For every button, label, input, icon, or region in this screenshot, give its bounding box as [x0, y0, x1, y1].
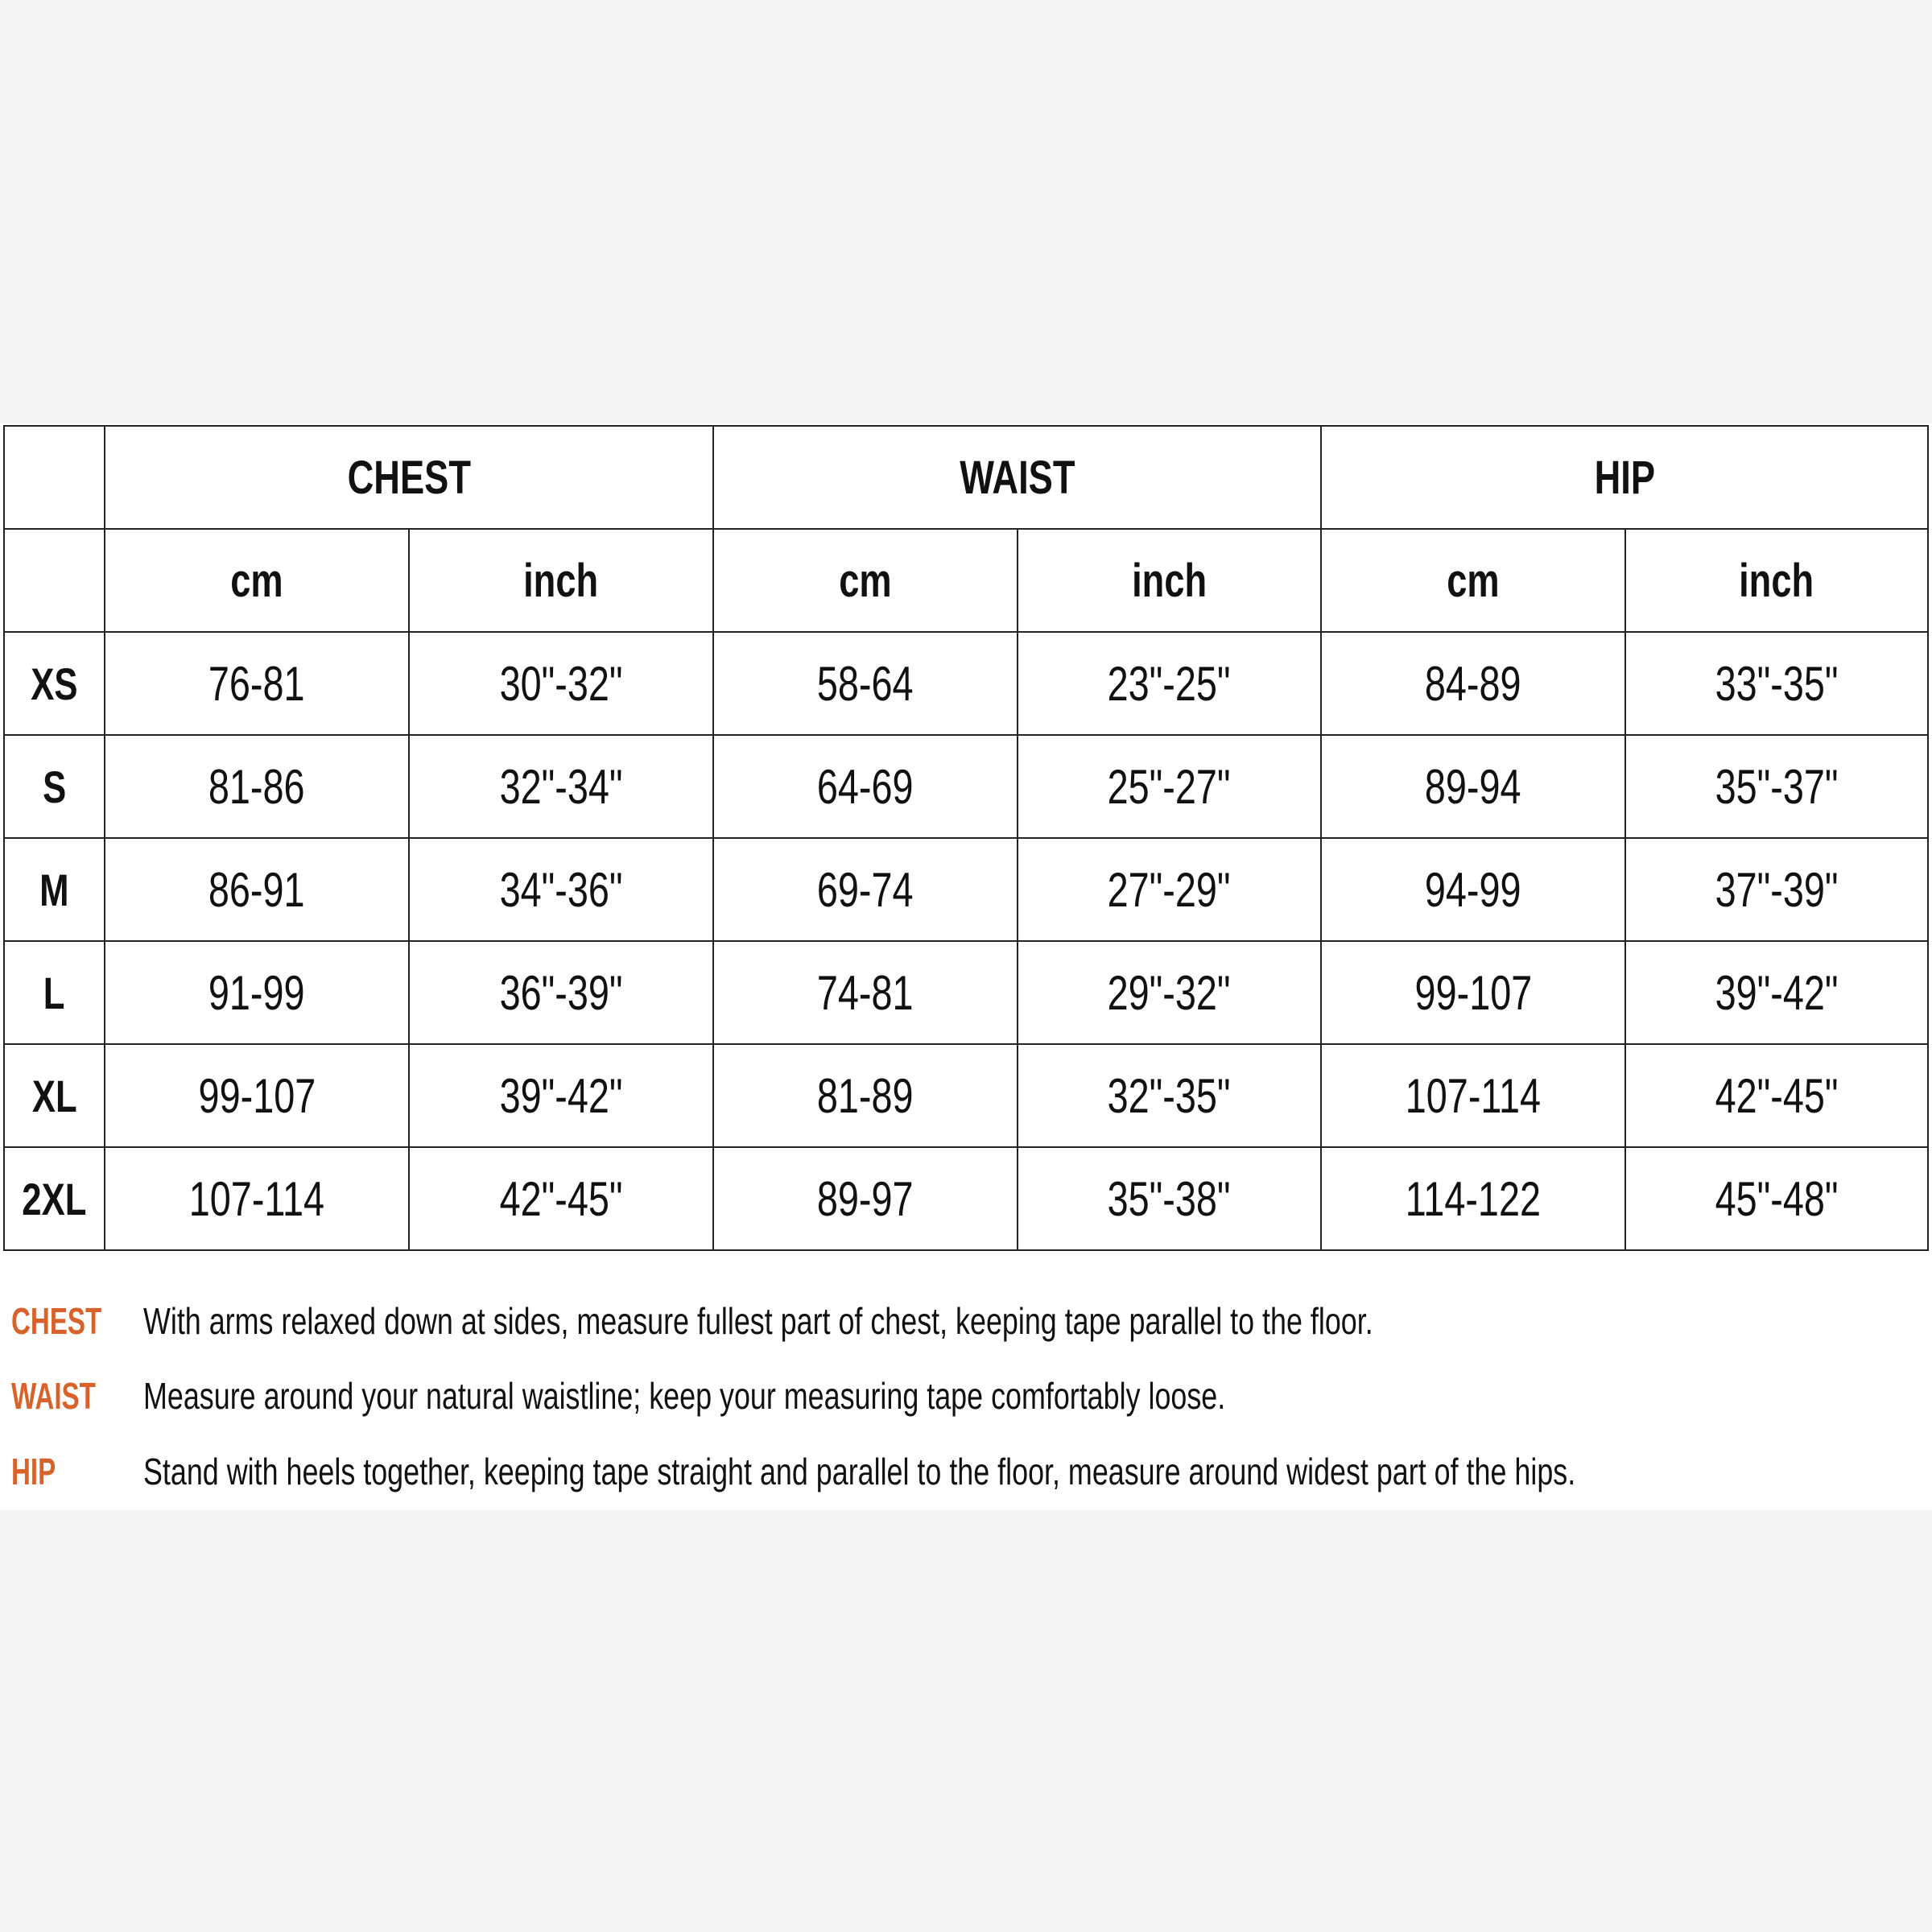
- group-header-chest: CHEST: [105, 426, 713, 529]
- measurement-cell: 35"-38": [1018, 1147, 1321, 1250]
- measurement-cell: 107-114: [1321, 1044, 1625, 1147]
- table-row: [4, 941, 1928, 1044]
- table-row: [4, 838, 1928, 941]
- measurement-cell: 81-86: [105, 735, 409, 838]
- measurement-cell: 114-122: [1321, 1147, 1625, 1250]
- measurement-cell: 45"-48": [1625, 1147, 1928, 1250]
- unit-header: cm: [1321, 529, 1625, 632]
- unit-header: inch: [1625, 529, 1928, 632]
- measurement-cell: 58-64: [713, 632, 1018, 735]
- corner-cell: [4, 426, 105, 529]
- table-row: [4, 1147, 1928, 1250]
- measurement-cell: 64-69: [713, 735, 1018, 838]
- measurement-cell: 74-81: [713, 941, 1018, 1044]
- measurement-cell: 39"-42": [1625, 941, 1928, 1044]
- measurement-cell: 29"-32": [1018, 941, 1321, 1044]
- unit-header: cm: [713, 529, 1018, 632]
- measurement-cell: 35"-37": [1625, 735, 1928, 838]
- unit-header-row: [4, 529, 1928, 632]
- measurement-cell: 42"-45": [1625, 1044, 1928, 1147]
- table-row: [4, 735, 1928, 838]
- measurement-cell: 23"-25": [1018, 632, 1321, 735]
- measurement-cell: 32"-35": [1018, 1044, 1321, 1147]
- group-header-hip: HIP: [1321, 426, 1928, 529]
- table-row: [4, 1044, 1928, 1147]
- measurement-cell: 34"-36": [409, 838, 713, 941]
- measurement-cell: 89-94: [1321, 735, 1625, 838]
- size-label: XL: [4, 1044, 105, 1147]
- size-label: 2XL: [4, 1147, 105, 1250]
- measurement-cell: 99-107: [105, 1044, 409, 1147]
- note-text: With arms relaxed down at sides, measure fullest part of chest, keeping tape parallel to the floor.: [143, 1300, 1373, 1342]
- measurement-cell: 33"-35": [1625, 632, 1928, 735]
- group-header-waist: WAIST: [713, 426, 1321, 529]
- group-header-row: [4, 426, 1928, 529]
- measurement-cell: 25"-27": [1018, 735, 1321, 838]
- measurement-cell: 91-99: [105, 941, 409, 1044]
- measurement-cell: 36"-39": [409, 941, 713, 1044]
- measurement-cell: 76-81: [105, 632, 409, 735]
- measurement-cell: 32"-34": [409, 735, 713, 838]
- measurement-cell: 86-91: [105, 838, 409, 941]
- note-label: CHEST: [11, 1300, 102, 1342]
- size-chart-table: [3, 425, 1929, 1251]
- measurement-cell: 69-74: [713, 838, 1018, 941]
- measurement-cell: 89-97: [713, 1147, 1018, 1250]
- measurement-cell: 94-99: [1321, 838, 1625, 941]
- measurement-cell: 37"-39": [1625, 838, 1928, 941]
- unit-header: cm: [105, 529, 409, 632]
- size-label: M: [4, 838, 105, 941]
- size-label: L: [4, 941, 105, 1044]
- note-label: WAIST: [11, 1375, 96, 1417]
- measurement-cell: 27"-29": [1018, 838, 1321, 941]
- unit-header: inch: [1018, 529, 1321, 632]
- note-text: Measure around your natural waistline; keep your measuring tape comfortably loose.: [143, 1375, 1226, 1417]
- measurement-cell: 42"-45": [409, 1147, 713, 1250]
- table-row: [4, 632, 1928, 735]
- measurement-cell: 30"-32": [409, 632, 713, 735]
- size-label: XS: [4, 632, 105, 735]
- measurement-cell: 84-89: [1321, 632, 1625, 735]
- note-text: Stand with heels together, keeping tape straight and parallel to the floor, measure around widest part of the hips.: [143, 1451, 1576, 1492]
- unit-header: inch: [409, 529, 713, 632]
- corner-cell: [4, 529, 105, 632]
- size-label: S: [4, 735, 105, 838]
- measurement-cell: 107-114: [105, 1147, 409, 1250]
- measurement-cell: 99-107: [1321, 941, 1625, 1044]
- measurement-cell: 81-89: [713, 1044, 1018, 1147]
- measurement-cell: 39"-42": [409, 1044, 713, 1147]
- note-label: HIP: [11, 1451, 56, 1492]
